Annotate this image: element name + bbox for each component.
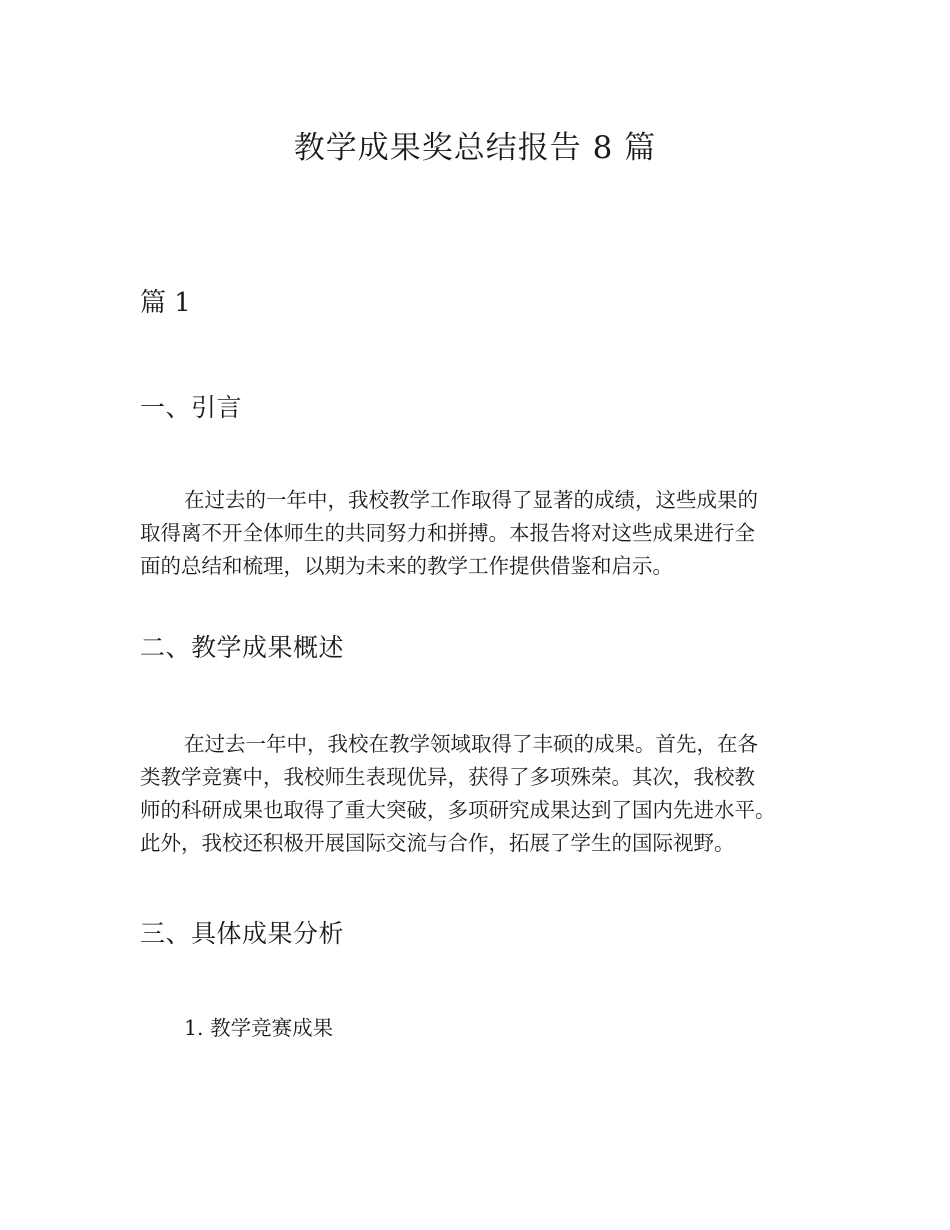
paragraph-line: 师的科研成果也取得了重大突破，多项研究成果达到了国内先进水平。 <box>140 798 776 822</box>
paragraph-line: 在过去的一年中，我校教学工作取得了显著的成绩，这些成果的 <box>184 488 758 512</box>
section-heading-analysis: 三、具体成果分析 <box>140 919 345 948</box>
section-heading-introduction: 一、引言 <box>140 393 243 422</box>
paragraph-line: 取得离不开全体师生的共同努力和拼搏。本报告将对这些成果进行全 <box>140 521 755 545</box>
paragraph-line: 此外，我校还积极开展国际交流与合作，拓展了学生的国际视野。 <box>140 831 735 855</box>
overview-paragraph <box>140 728 840 860</box>
subsection-heading-competition: 1. 教学竞赛成果 <box>184 1016 334 1040</box>
document-title: 教学成果奖总结报告 8 篇 <box>293 130 657 166</box>
part-label: 篇 1 <box>140 288 191 318</box>
introduction-paragraph <box>140 484 840 583</box>
section-heading-overview: 二、教学成果概述 <box>140 633 345 662</box>
paragraph-line: 面的总结和梳理，以期为未来的教学工作提供借鉴和启示。 <box>140 554 673 578</box>
paragraph-line: 在过去一年中，我校在教学领域取得了丰硕的成果。首先，在各 <box>184 732 758 756</box>
paragraph-line: 类教学竞赛中，我校师生表现优异，获得了多项殊荣。其次，我校教 <box>140 765 755 789</box>
